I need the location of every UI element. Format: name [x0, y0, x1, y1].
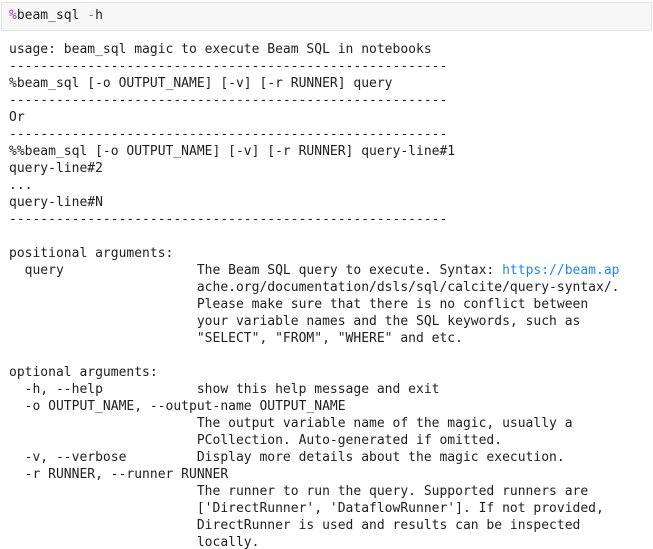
output-line	[9, 398, 653, 415]
output-line	[9, 262, 653, 279]
output-line	[9, 381, 653, 398]
output-text-segment: The output variable name of the magic, usually a	[9, 416, 573, 431]
output-text-segment: Please make sure that there is no conflict between	[9, 297, 589, 312]
output-text-segment: --------------------------------------------------------	[9, 127, 448, 142]
output-line	[9, 160, 653, 177]
output-line	[9, 364, 653, 381]
output-text-segment: -v, --verbose Display more details about the magic execution.	[9, 450, 565, 465]
output-line	[9, 194, 653, 211]
output-text-segment: Or	[9, 110, 25, 125]
output-line	[9, 126, 653, 143]
output-line	[9, 211, 653, 228]
output-line	[9, 415, 653, 432]
output-text-segment: query The Beam SQL query to execute. Syntax:	[9, 263, 503, 278]
output-text-segment: --------------------------------------------------------	[9, 212, 448, 227]
output-text-segment: --------------------------------------------------------	[9, 93, 448, 108]
output-text-segment: positional arguments:	[9, 246, 174, 261]
output-text-segment: The runner to run the query. Supported runners are	[9, 484, 589, 499]
code-cell-input[interactable]	[1, 2, 652, 31]
output-text-segment: --------------------------------------------------------	[9, 59, 448, 74]
output-text-segment: -h, --help show this help message and exit	[9, 382, 440, 397]
flag-dash-token: -	[87, 8, 96, 23]
output-line	[9, 313, 653, 330]
code-input-line[interactable]	[9, 8, 644, 24]
output-line	[9, 228, 653, 245]
output-line	[9, 58, 653, 75]
output-text-segment: %beam_sql [-o OUTPUT_NAME] [-v] [-r RUNNER] query	[9, 76, 393, 91]
help-output-text	[9, 41, 653, 549]
output-line	[9, 347, 653, 364]
magic-percent-token: %	[9, 8, 17, 23]
output-line	[9, 279, 653, 296]
output-line	[9, 330, 653, 347]
output-line	[9, 432, 653, 449]
beam-doc-link[interactable]: https://beam.ap	[502, 263, 620, 278]
output-line	[9, 517, 653, 534]
output-line	[9, 245, 653, 262]
output-text-segment: ['DirectRunner', 'DataflowRunner']. If not provided,	[9, 501, 604, 516]
output-text-segment: optional arguments:	[9, 365, 158, 380]
output-line	[9, 466, 653, 483]
output-text-segment: your variable names and the SQL keywords, such as	[9, 314, 581, 329]
output-text-segment: usage: beam_sql magic to execute Beam SQL in notebooks	[9, 42, 432, 57]
output-line	[9, 143, 653, 160]
output-text-segment: DirectRunner is used and results can be inspected	[9, 518, 581, 533]
cell-output-area	[0, 41, 653, 549]
output-line	[9, 92, 653, 109]
output-line	[9, 500, 653, 517]
output-line	[9, 534, 653, 549]
output-line	[9, 109, 653, 126]
output-text-segment: -r RUNNER, --runner RUNNER	[9, 467, 229, 482]
code-token: beam_sql	[16, 8, 88, 23]
output-text-segment: %%beam_sql [-o OUTPUT_NAME] [-v] [-r RUNNER] query-line#1	[9, 144, 456, 159]
output-text-segment: -o OUTPUT_NAME, --output-name OUTPUT_NAME	[9, 399, 346, 414]
output-line	[9, 296, 653, 313]
output-text-segment: query-line#2	[9, 161, 103, 176]
output-line	[9, 75, 653, 92]
output-line	[9, 41, 653, 58]
output-text-segment: locally.	[9, 535, 260, 549]
output-text-segment: PCollection. Auto-generated if omitted.	[9, 433, 503, 448]
code-token: h	[95, 8, 103, 23]
output-text-segment: ache.org/documentation/dsls/sql/calcite/query-syntax/.	[9, 280, 620, 295]
output-text-segment: "SELECT", "FROM", "WHERE" and etc.	[9, 331, 463, 346]
output-line	[9, 177, 653, 194]
output-line	[9, 449, 653, 466]
output-text-segment: ...	[9, 178, 33, 193]
output-line	[9, 483, 653, 500]
output-text-segment: query-line#N	[9, 195, 103, 210]
